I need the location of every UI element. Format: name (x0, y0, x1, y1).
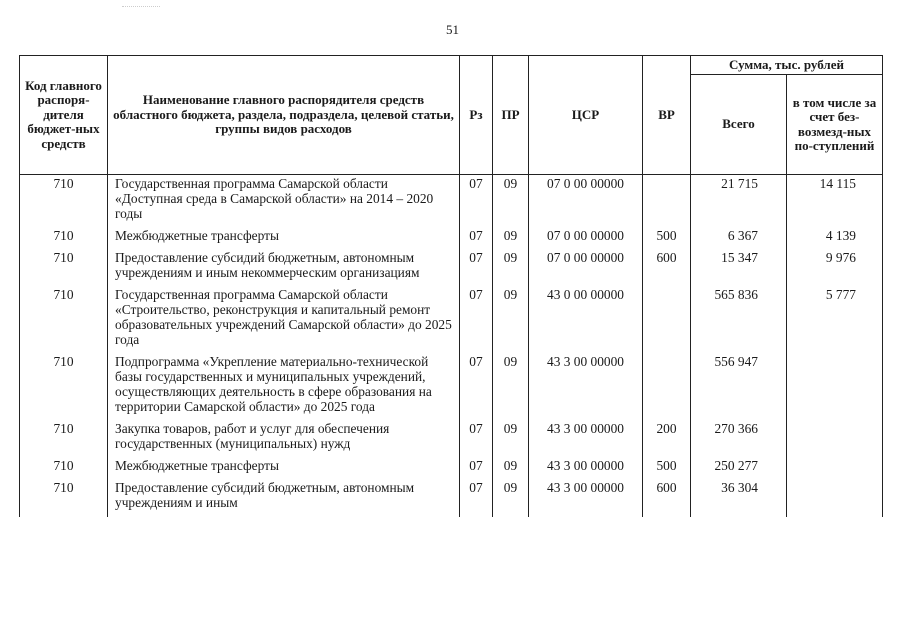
cell-total: 565 836 (691, 287, 787, 354)
header-total: Всего (691, 75, 787, 175)
cell-vr: 500 (643, 458, 691, 480)
cell-code: 710 (20, 480, 108, 517)
cell-vr (643, 354, 691, 421)
cell-rz: 07 (460, 458, 493, 480)
cell-name: Государственная программа Самарской области «Доступная среда в Самарской области» на 2014 – 2020 годы (108, 175, 460, 229)
cell-total: 6 367 (691, 228, 787, 250)
cell-pr: 09 (493, 250, 529, 287)
cell-code: 710 (20, 175, 108, 229)
header-name: Наименование главного распорядителя средств областного бюджета, раздела, подраздела, целевой статьи, группы видов расходов (108, 56, 460, 175)
cell-csr: 43 0 00 00000 (529, 287, 643, 354)
header-vr: ВР (643, 56, 691, 175)
cell-pr: 09 (493, 458, 529, 480)
cell-pr: 09 (493, 228, 529, 250)
header-pr: ПР (493, 56, 529, 175)
table-row (20, 421, 883, 458)
cell-code: 710 (20, 421, 108, 458)
cell-free (787, 480, 883, 517)
cell-name: Подпрограмма «Укрепление материально-технической базы государственных и муниципальных учреждений, осуществляющих деятельность в сфере образования на территории Самарской области» до 2025 года (108, 354, 460, 421)
table-row (20, 287, 883, 354)
cell-code: 710 (20, 228, 108, 250)
page-number: 51 (446, 22, 459, 37)
cell-name: Предоставление субсидий бюджетным, автономным учреждениям и иным некоммерческим организациям (108, 250, 460, 287)
cell-csr: 07 0 00 00000 (529, 250, 643, 287)
cell-csr: 43 3 00 00000 (529, 354, 643, 421)
cell-rz: 07 (460, 228, 493, 250)
cell-total: 36 304 (691, 480, 787, 517)
cell-code: 710 (20, 250, 108, 287)
cell-total: 556 947 (691, 354, 787, 421)
cell-csr: 43 3 00 00000 (529, 421, 643, 458)
cell-total: 15 347 (691, 250, 787, 287)
cell-total: 21 715 (691, 175, 787, 229)
table-row (20, 458, 883, 480)
cell-free: 9 976 (787, 250, 883, 287)
cell-total: 250 277 (691, 458, 787, 480)
cell-pr: 09 (493, 354, 529, 421)
cell-rz: 07 (460, 250, 493, 287)
header-code: Код главного распоря-дителя бюджет-ных средств (20, 56, 108, 175)
cell-rz: 07 (460, 421, 493, 458)
cell-pr: 09 (493, 421, 529, 458)
budget-table (19, 55, 883, 517)
cell-pr: 09 (493, 480, 529, 517)
cell-rz: 07 (460, 175, 493, 229)
cell-rz: 07 (460, 354, 493, 421)
header-free: в том числе за счет без-возмезд-ных по-ступлений (787, 75, 883, 175)
cell-name: Закупка товаров, работ и услуг для обеспечения государственных (муниципальных) нужд (108, 421, 460, 458)
cell-csr: 07 0 00 00000 (529, 228, 643, 250)
cell-free (787, 421, 883, 458)
cell-free (787, 458, 883, 480)
cell-name: Межбюджетные трансферты (108, 228, 460, 250)
cell-vr: 600 (643, 250, 691, 287)
table-body (20, 175, 883, 518)
cell-vr (643, 287, 691, 354)
cell-code: 710 (20, 287, 108, 354)
cell-rz: 07 (460, 287, 493, 354)
cell-vr: 600 (643, 480, 691, 517)
cell-rz: 07 (460, 480, 493, 517)
header-csr: ЦСР (529, 56, 643, 175)
cell-code: 710 (20, 458, 108, 480)
cell-pr: 09 (493, 287, 529, 354)
table-row (20, 354, 883, 421)
cell-free: 5 777 (787, 287, 883, 354)
cell-csr: 43 3 00 00000 (529, 480, 643, 517)
cell-vr: 500 (643, 228, 691, 250)
cell-total: 270 366 (691, 421, 787, 458)
cell-free (787, 354, 883, 421)
cell-pr: 09 (493, 175, 529, 229)
cell-name: Государственная программа Самарской области «Строительство, реконструкция и капитальный ремонт образовательных учреждений Самарской области» до 2025 года (108, 287, 460, 354)
table-row (20, 250, 883, 287)
cell-vr (643, 175, 691, 229)
cell-csr: 07 0 00 00000 (529, 175, 643, 229)
cell-csr: 43 3 00 00000 (529, 458, 643, 480)
table-row (20, 480, 883, 517)
header-rz: Рз (460, 56, 493, 175)
cell-name: Предоставление субсидий бюджетным, автономным учреждениям и иным (108, 480, 460, 517)
table-row (20, 175, 883, 229)
table-row (20, 228, 883, 250)
scan-artifact (122, 6, 160, 11)
cell-free: 4 139 (787, 228, 883, 250)
cell-vr: 200 (643, 421, 691, 458)
cell-free: 14 115 (787, 175, 883, 229)
cell-code: 710 (20, 354, 108, 421)
cell-name: Межбюджетные трансферты (108, 458, 460, 480)
header-sum: Сумма, тыс. рублей (691, 56, 883, 75)
